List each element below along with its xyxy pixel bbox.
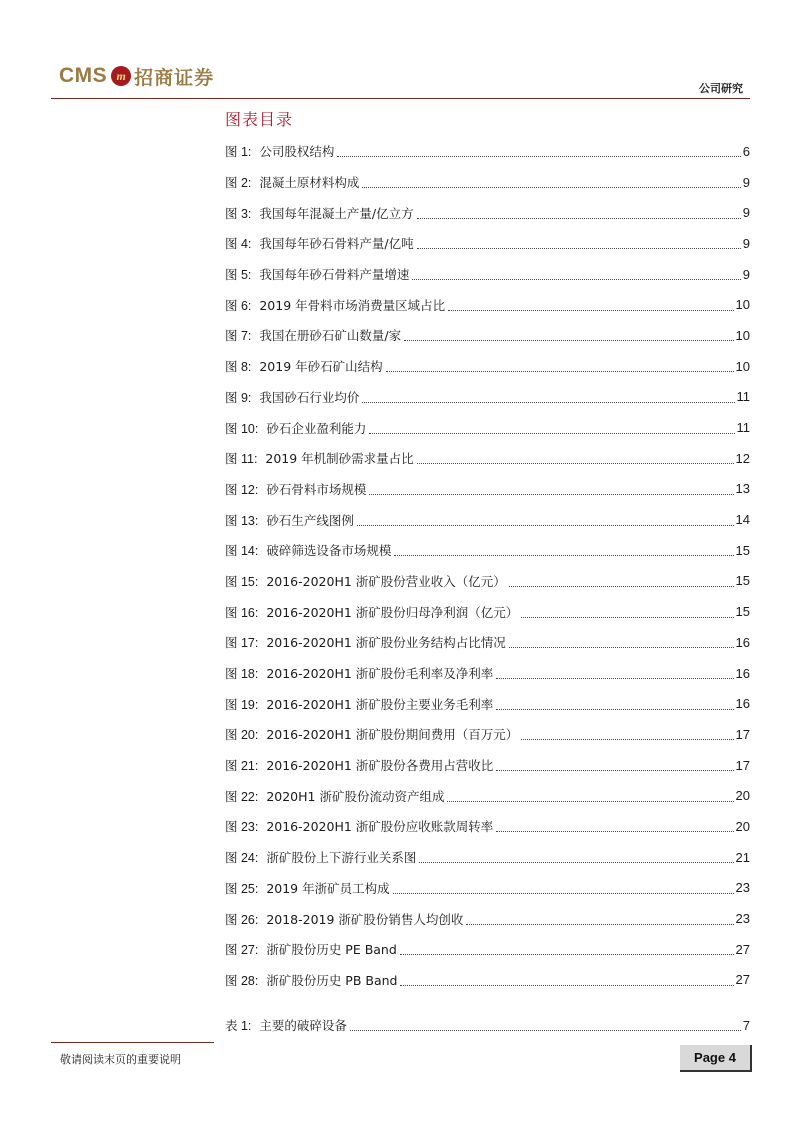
figure-entry-label [225, 326, 401, 344]
figure-entry-label [225, 879, 390, 897]
figure-page-number: 11 [736, 389, 750, 405]
dot-leader [400, 953, 734, 955]
figure-page-number: 15 [735, 604, 750, 620]
figure-title: 我国每年混凝土产量/亿立方 [259, 205, 414, 221]
figure-number: 图 18: [225, 667, 259, 682]
table-title: 主要的破碎设备 [259, 1018, 347, 1034]
dot-leader [417, 247, 741, 249]
figure-page-number: 12 [735, 450, 750, 466]
figure-entry-label [225, 419, 366, 437]
figure-entry[interactable] [225, 136, 750, 167]
figure-entry-label [225, 695, 493, 713]
company-logo [59, 62, 214, 90]
figure-number: 图 4: [225, 237, 252, 252]
figure-entry-label [225, 756, 493, 774]
figure-entry-label [225, 572, 506, 590]
figure-entry-label [225, 725, 518, 743]
figure-entry-label [225, 603, 518, 621]
figure-title: 2016-2020H1 浙矿股份主要业务毛利率 [266, 696, 494, 712]
dot-leader [521, 738, 733, 740]
figure-entry[interactable] [225, 780, 750, 811]
figure-entry[interactable] [225, 351, 750, 382]
figure-entry[interactable] [225, 443, 750, 474]
dot-leader [417, 217, 741, 219]
figure-number: 图 21: [225, 759, 259, 774]
figure-number: 图 15: [225, 574, 259, 589]
dot-leader [496, 708, 733, 710]
figure-entry-label [225, 910, 463, 928]
figure-page-number: 17 [735, 757, 750, 773]
table-page-number: 7 [742, 1017, 750, 1033]
dot-leader [362, 401, 734, 403]
figure-entry[interactable] [225, 289, 750, 320]
figure-title: 我国每年砂石骨料产量/亿吨 [259, 236, 414, 252]
figure-entry[interactable] [225, 842, 750, 873]
figure-entry-label [225, 265, 409, 283]
table-entry[interactable] [225, 1010, 750, 1041]
figure-entry[interactable] [225, 566, 750, 597]
figure-page-number: 6 [742, 143, 750, 159]
figure-title: 我国砂石行业均价 [259, 389, 360, 405]
figure-title: 2016-2020H1 浙矿股份毛利率及净利率 [266, 666, 494, 682]
figure-entry[interactable] [225, 320, 750, 351]
dot-leader [417, 462, 734, 464]
figure-number: 图 11: [225, 452, 258, 467]
dot-leader [496, 830, 733, 832]
figure-entry[interactable] [225, 167, 750, 198]
figure-entry[interactable] [225, 259, 750, 290]
figure-number: 图 3: [225, 206, 252, 221]
figure-number: 图 22: [225, 789, 259, 804]
logo-chinese-text: 招商证券 [134, 66, 215, 89]
dot-leader [350, 1029, 741, 1031]
figure-number: 图 23: [225, 820, 259, 835]
figure-entry-label [225, 204, 414, 222]
dot-leader [521, 616, 733, 618]
figure-number: 图 13: [225, 513, 259, 528]
dot-leader [400, 984, 733, 986]
figure-page-number: 27 [735, 941, 750, 957]
figure-entry[interactable] [225, 382, 750, 413]
figure-entry[interactable] [225, 627, 750, 658]
dot-leader [369, 432, 734, 434]
figure-page-number: 9 [742, 266, 750, 282]
figure-number: 图 5: [225, 268, 252, 283]
figure-number: 图 19: [225, 697, 259, 712]
figure-title: 2016-2020H1 浙矿股份各费用占营收比 [266, 758, 494, 774]
dot-leader [362, 186, 740, 188]
figure-number: 图 17: [225, 636, 259, 651]
figure-number: 图 24: [225, 851, 259, 866]
figure-title: 2018-2019 浙矿股份销售人均创收 [266, 911, 464, 927]
figure-title: 浙矿股份历史 PB Band [266, 972, 398, 988]
figure-entry[interactable] [225, 719, 750, 750]
figure-number: 图 7: [225, 329, 252, 344]
dot-leader [357, 524, 734, 526]
figure-title: 2019 年浙矿员工构成 [266, 880, 390, 896]
figure-number: 图 8: [225, 360, 252, 375]
figure-title: 破碎筛选设备市场规模 [266, 543, 392, 559]
figure-entry-label [225, 357, 383, 375]
dot-leader [412, 278, 740, 280]
figure-page-number: 21 [735, 849, 750, 865]
figure-entry-label [225, 541, 391, 559]
figure-page-number: 16 [735, 634, 750, 650]
figure-page-number: 16 [735, 665, 750, 681]
figure-page-number: 17 [735, 726, 750, 742]
figure-entry-label [225, 142, 334, 160]
logo-emblem-icon: m [111, 66, 131, 86]
figure-entry[interactable] [225, 934, 750, 965]
figure-page-number: 10 [735, 358, 750, 374]
figure-page-number: 13 [735, 481, 750, 497]
figure-page-number: 23 [735, 880, 750, 896]
figure-list [225, 136, 750, 995]
toc-title: 图表目录 [225, 110, 294, 129]
figure-entry[interactable] [225, 197, 750, 228]
dot-leader [509, 585, 734, 587]
figure-entry-label [225, 296, 445, 314]
figure-entry-label [225, 173, 359, 191]
footer-disclaimer: 敬请阅读末页的重要说明 [60, 1053, 181, 1066]
figure-page-number: 11 [736, 420, 750, 436]
dot-leader [509, 646, 734, 648]
figure-entry-label [225, 633, 506, 651]
figure-title: 2016-2020H1 浙矿股份期间费用（百万元） [266, 727, 519, 743]
figure-entry[interactable] [225, 535, 750, 566]
figure-entry-label [225, 664, 493, 682]
figure-title: 公司股权结构 [259, 144, 335, 160]
dot-leader [496, 769, 733, 771]
figure-entry-label [225, 971, 397, 989]
dot-leader [369, 493, 733, 495]
dot-leader [404, 339, 733, 341]
figure-page-number: 20 [735, 788, 750, 804]
figure-number: 图 25: [225, 881, 259, 896]
figure-page-number: 9 [742, 205, 750, 221]
figure-entry[interactable] [225, 596, 750, 627]
figure-title: 2016-2020H1 浙矿股份应收账款周转率 [266, 819, 494, 835]
figure-number: 图 9: [225, 390, 252, 405]
figure-number: 图 14: [225, 544, 259, 559]
figure-number: 图 27: [225, 943, 259, 958]
figure-page-number: 10 [735, 327, 750, 343]
figure-title: 砂石企业盈利能力 [266, 420, 367, 436]
figure-page-number: 9 [742, 174, 750, 190]
figure-number: 图 1: [225, 145, 252, 160]
figure-entry[interactable] [225, 750, 750, 781]
figure-title: 2019 年砂石矿山结构 [259, 359, 383, 375]
figure-number: 图 2: [225, 176, 252, 191]
figure-title: 2019 年骨料市场消费量区域占比 [259, 297, 446, 313]
figure-page-number: 9 [742, 235, 750, 251]
figure-entry-label [225, 787, 444, 805]
figure-page-number: 15 [735, 573, 750, 589]
figure-entry-label [225, 940, 397, 958]
dot-leader [447, 800, 733, 802]
logo-latin-text: CMS [59, 64, 108, 87]
figure-page-number: 16 [735, 696, 750, 712]
figure-entry-label [225, 234, 414, 252]
figure-number: 图 6: [225, 298, 252, 313]
report-category: 公司研究 [699, 82, 743, 95]
figure-title: 我国在册砂石矿山数量/家 [259, 328, 402, 344]
dot-leader [337, 155, 740, 157]
figure-entry[interactable] [225, 811, 750, 842]
figure-page-number: 15 [735, 542, 750, 558]
figure-entry[interactable] [225, 504, 750, 535]
figure-entry[interactable] [225, 965, 750, 996]
figure-title: 2016-2020H1 浙矿股份业务结构占比情况 [266, 635, 506, 651]
figure-title: 2019 年机制砂需求量占比 [265, 451, 414, 467]
header-divider [51, 98, 750, 99]
table-list [225, 1010, 750, 1041]
figure-entry[interactable] [225, 903, 750, 934]
dot-leader [466, 923, 733, 925]
figure-number: 图 20: [225, 728, 259, 743]
figure-number: 图 10: [225, 421, 259, 436]
figure-title: 2016-2020H1 浙矿股份归母净利润（亿元） [266, 604, 519, 620]
figure-page-number: 20 [735, 818, 750, 834]
footer-divider [51, 1042, 214, 1043]
figure-page-number: 14 [735, 512, 750, 528]
table-entry-label [225, 1016, 347, 1034]
figure-title: 砂石骨料市场规模 [266, 481, 367, 497]
dot-leader [419, 861, 733, 863]
figure-entry-label [225, 480, 366, 498]
table-number: 表 1: [225, 1019, 252, 1034]
figure-entry-label [225, 449, 414, 467]
figure-number: 图 12: [225, 482, 259, 497]
figure-entry[interactable] [225, 474, 750, 505]
figure-entry[interactable] [225, 658, 750, 689]
figure-number: 图 26: [225, 912, 259, 927]
figure-title: 我国每年砂石骨料产量增速 [259, 267, 410, 283]
dot-leader [386, 370, 734, 372]
dot-leader [394, 554, 733, 556]
figure-page-number: 27 [735, 972, 750, 988]
figure-entry[interactable] [225, 688, 750, 719]
dot-leader [448, 309, 733, 311]
dot-leader [496, 677, 733, 679]
figure-number: 图 16: [225, 605, 259, 620]
figure-entry-label [225, 848, 416, 866]
figure-entry[interactable] [225, 228, 750, 259]
figure-title: 浙矿股份上下游行业关系图 [266, 850, 417, 866]
figure-title: 浙矿股份历史 PE Band [266, 942, 397, 958]
figure-number: 图 28: [225, 973, 259, 988]
dot-leader [393, 892, 734, 894]
page-number-badge: Page 4 [680, 1045, 752, 1072]
figure-page-number: 23 [735, 911, 750, 927]
figure-title: 2020H1 浙矿股份流动资产组成 [266, 788, 445, 804]
figure-entry-label [225, 388, 359, 406]
figure-entry[interactable] [225, 412, 750, 443]
figure-title: 砂石生产线图例 [266, 512, 354, 528]
figure-page-number: 10 [735, 297, 750, 313]
figure-entry-label [225, 511, 354, 529]
figure-entry[interactable] [225, 873, 750, 904]
figure-title: 混凝土原材料构成 [259, 175, 360, 191]
figure-entry-label [225, 817, 493, 835]
figure-title: 2016-2020H1 浙矿股份营业收入（亿元） [266, 573, 506, 589]
